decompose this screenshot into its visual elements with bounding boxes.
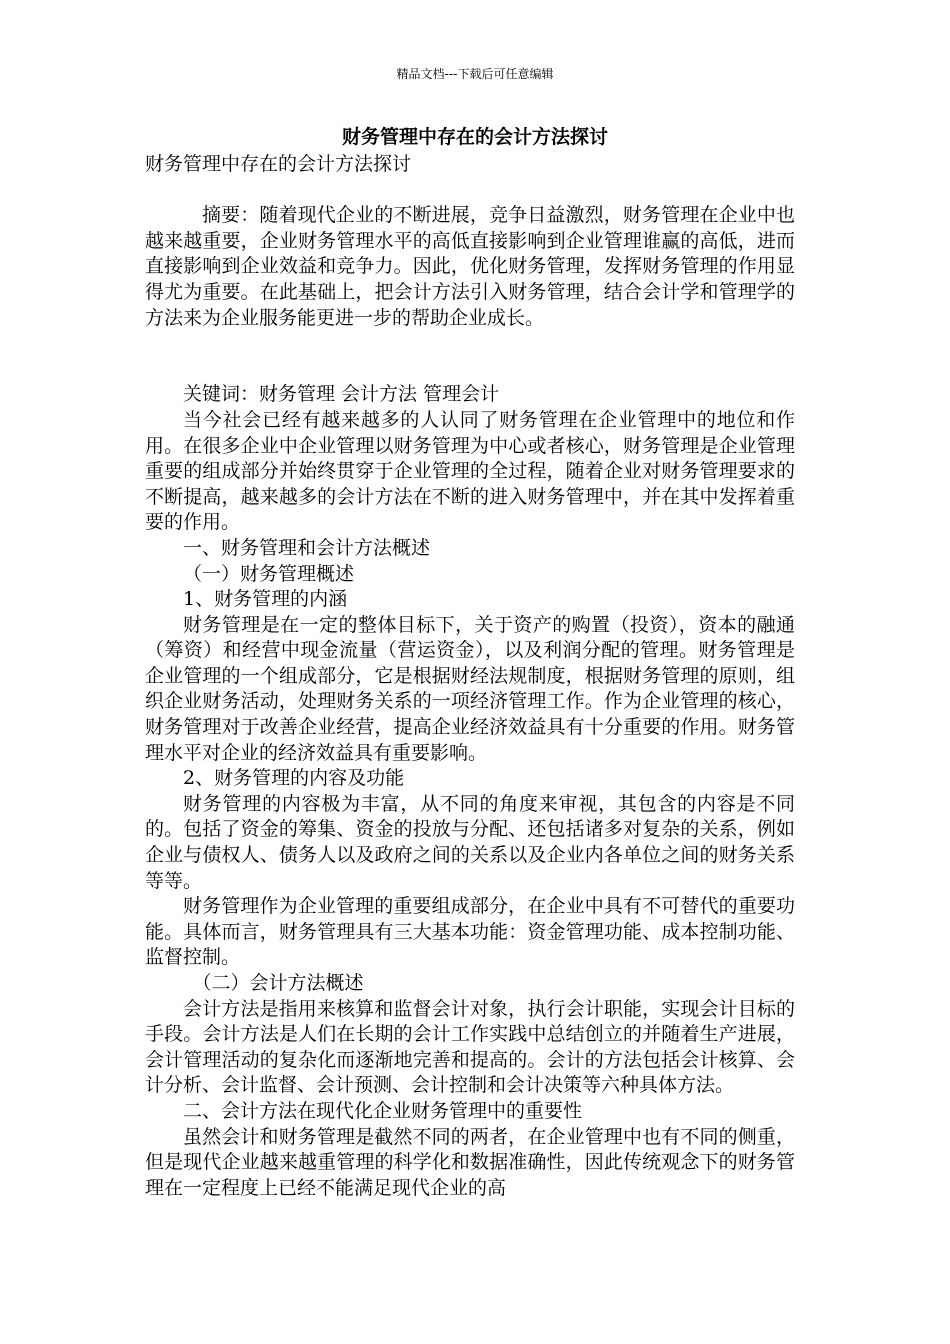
- document-title: 财务管理中存在的会计方法探讨: [341, 126, 608, 148]
- document-body: [145, 152, 795, 1201]
- blank-line: [145, 357, 795, 383]
- subsection-heading-1: （一）财务管理概述: [183, 562, 355, 585]
- document-subtitle: 财务管理中存在的会计方法探讨: [145, 153, 412, 175]
- body-paragraph: 虽然会计和财务管理是截然不同的两者，在企业管理中也有不同的侧重，但是现代企业越来越重管理的科学化和数据准确性，因此传统观念下的财务管理在一定程度上已经不能满足现代企业的高: [145, 1125, 795, 1199]
- body-paragraph: 会计方法是指用来核算和监督会计对象，执行会计职能，实现会计目标的手段。会计方法是人们在长期的会计工作实践中总结创立的并随着生产进展，会计管理活动的复杂化而逐渐地完善和提高的。会计的方法包括会计核算、会计分析、会计监督、会计预测、会计控制和会计决策等六种具体方法。: [145, 997, 795, 1097]
- body-paragraph: 财务管理的内容极为丰富，从不同的角度来审视，其包含的内容是不同的。包括了资金的筹集、资金的投放与分配、还包括诸多对复杂的关系，例如企业与债权人、债务人以及政府之间的关系以及企业内各单位之间的财务关系等等。: [145, 792, 795, 892]
- blank-line: [145, 178, 795, 204]
- header-note: 精品文档---下载后可任意编辑: [396, 67, 554, 81]
- item-heading-2: 2、财务管理的内容及功能: [183, 767, 405, 790]
- keywords-line: 关键词：财务管理 会计方法 管理会计: [183, 383, 500, 406]
- blank-line: [145, 331, 795, 357]
- item-heading-1: 1、财务管理的内涵: [183, 588, 348, 611]
- body-paragraph: 当今社会已经有越来越多的人认同了财务管理在企业管理中的地位和作用。在很多企业中企业管理以财务管理为中心或者核心，财务管理是企业管理重要的组成部分并始终贯穿于企业管理的全过程，随着企业对财务管理要求的不断提高，越来越多的会计方法在不断的进入财务管理中，并在其中发挥着重要的作用。: [145, 408, 795, 534]
- abstract-paragraph: 摘要：随着现代企业的不断进展，竞争日益激烈，财务管理在企业中也越来越重要，企业财务管理水平的高低直接影响到企业管理谁赢的高低，进而直接影响到企业效益和竞争力。因此，优化财务管理，发挥财务管理的作用显得尤为重要。在此基础上，把会计方法引入财务管理，结合会计学和管理学的方法来为企业服务能更进一步的帮助企业成长。: [145, 204, 795, 329]
- body-paragraph: 财务管理是在一定的整体目标下，关于资产的购置（投资），资本的融通（筹资）和经营中现金流量（营运资金），以及利润分配的管理。财务管理是企业管理的一个组成部分，它是根据财经法规制度，根据财务管理的原则，组织企业财务活动，处理财务关系的一项经济管理工作。作为企业管理的核心，财务管理对于改善企业经营，提高企业经济效益具有十分重要的作用。财务管理水平对企业的经济效益具有重要影响。: [145, 613, 795, 764]
- section-heading-1: 一、财务管理和会计方法概述: [183, 536, 431, 559]
- subsection-heading-2: （二）会计方法概述: [192, 972, 364, 994]
- section-heading-2: 二、会计方法在现代化企业财务管理中的重要性: [183, 1099, 583, 1122]
- body-paragraph: 财务管理作为企业管理的重要组成部分，在企业中具有不可替代的重要功能。具体而言，财务管理具有三大基本功能：资金管理功能、成本控制功能、监督控制。: [145, 895, 795, 969]
